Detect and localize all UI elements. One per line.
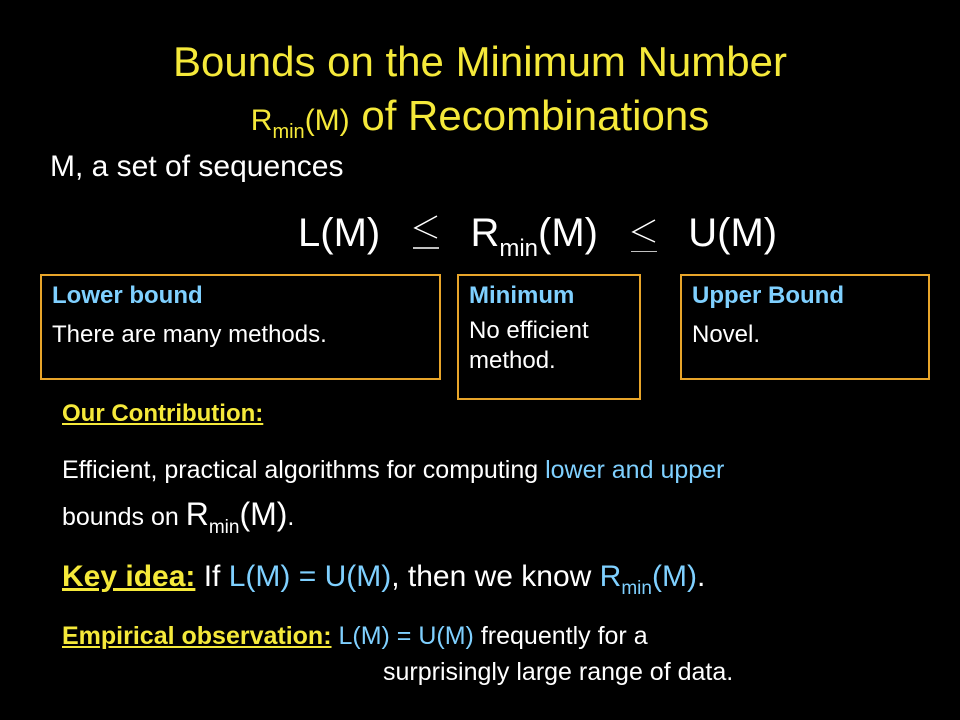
slide-title-line-1: Bounds on the Minimum Number (173, 38, 787, 85)
upper-bound-heading: Upper Bound (692, 282, 844, 309)
minimum-text: No efficient method. (469, 317, 589, 374)
minimum-heading: Minimum (469, 282, 575, 309)
upper-bound-box (680, 274, 930, 380)
empirical-label: Empirical observation: (62, 622, 332, 650)
intro-text: M, a set of sequences (50, 150, 344, 183)
upper-bound-text: Novel. (692, 321, 761, 348)
formula-upper: U(M) (688, 211, 778, 255)
bounds-formula (298, 208, 777, 263)
leq-symbol (623, 208, 663, 248)
lower-bound-box (40, 274, 441, 380)
contribution-heading: Our Contribution: (62, 400, 264, 427)
empirical-observation: Empirical observation: L(M) = U(M) frequently for a (62, 622, 648, 650)
lower-bound-text: There are many methods. (52, 321, 327, 348)
minimum-box (457, 274, 641, 400)
formula-lower: L(M) (298, 211, 381, 255)
empirical-observation-line-2: surprisingly large range of data. (383, 658, 734, 686)
title-rmin: $R_{min}(M)$ (250, 104, 350, 143)
key-idea-label: Key idea: (62, 560, 196, 593)
leq-symbol (405, 208, 445, 248)
slide-title-line-2: $R_{min}(M)$ of Recombinations (250, 92, 710, 143)
key-idea: Key idea: If L(M) = U(M), then we know $R_{min}(M)$. (62, 560, 706, 599)
contribution-line-1: Efficient, practical algorithms for computing lower and upper (62, 456, 725, 484)
lower-bound-heading: Lower bound (52, 282, 203, 309)
contribution-line-2: bounds on $R_{min}(M)$. (62, 496, 295, 538)
formula-rmin: $R_{min}(M)$ (470, 211, 598, 262)
